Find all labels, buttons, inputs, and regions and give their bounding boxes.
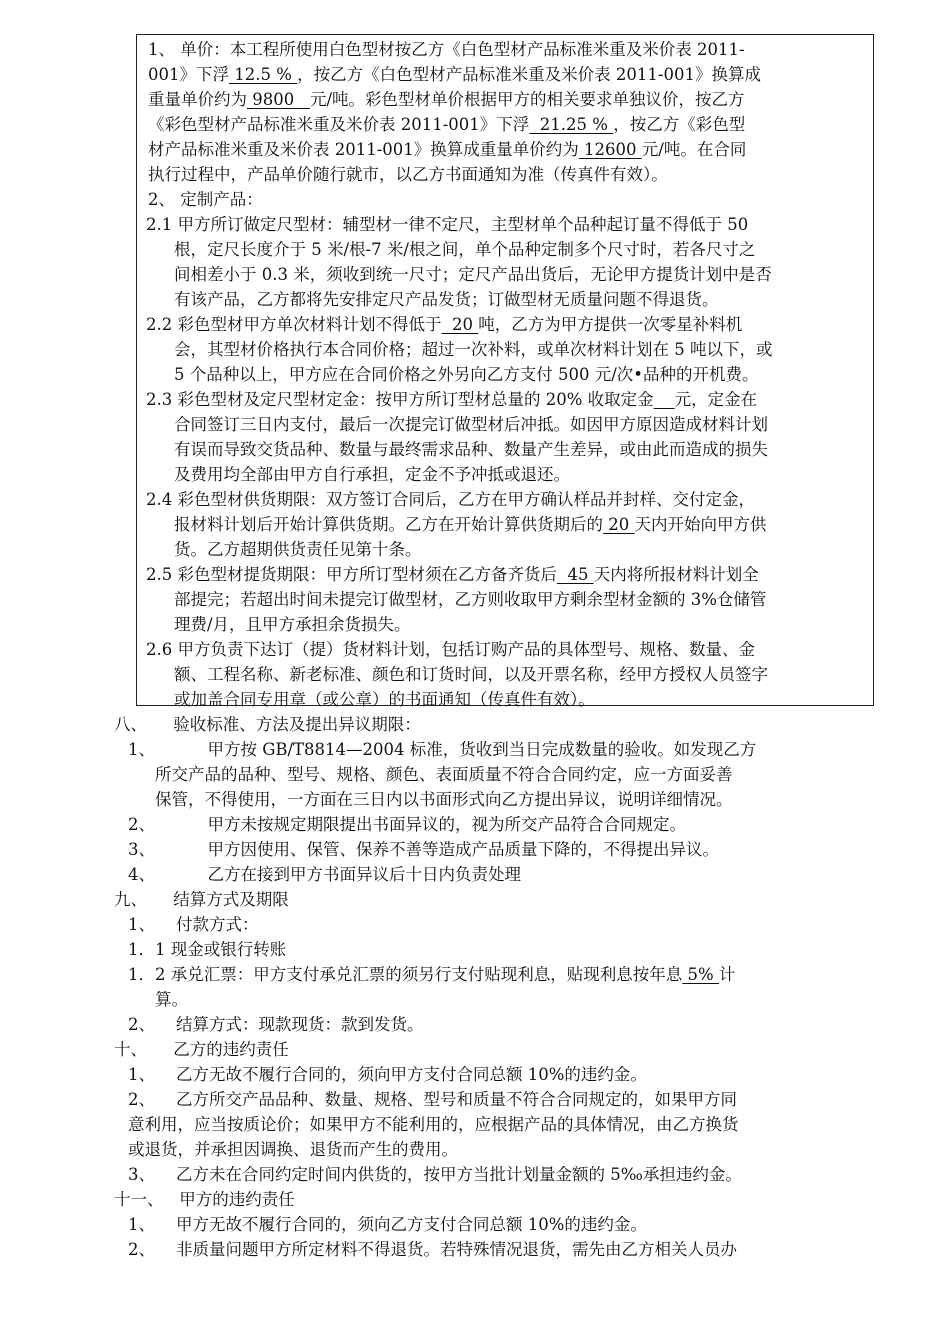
clause-2-3-line2: 合同签订三日内支付，最后一次提完订做型材后冲抵。如因甲方原因造成材料计划 bbox=[174, 415, 768, 434]
clause-2-4-line3: 货。乙方超期供货责任见第十条。 bbox=[174, 540, 422, 559]
clause-custom-products-title: 2、 定制产品： bbox=[148, 190, 263, 209]
section-10-item2-line2: 意利用，应当按质论价；如果甲方不能利用的，应根据产品的具体情况，由乙方换货 bbox=[128, 1115, 739, 1134]
clause-2-4-line1: 2.4 彩色型材供货期限：双方签订合同后，乙方在甲方确认样品并封样、交付定金， bbox=[146, 490, 755, 509]
section-9-item2: 2、 结算方式：现款现货：款到发货。 bbox=[128, 1015, 424, 1034]
clause-2-1-line4: 有该产品，乙方都将先安排定尺产品发货；订做型材无质量问题不得退货。 bbox=[174, 290, 719, 309]
clause-unit-price-line5: 材产品标准米重及米价表 2011-001》换算成重量单价约为 12600 元/吨。在合同 bbox=[148, 140, 747, 159]
color-unit-price-value: 12600 bbox=[578, 140, 642, 159]
section-10-item3: 3、 乙方未在合同约定时间内供货的，按甲方当批计划量金额的 5‰承担违约金。 bbox=[128, 1165, 742, 1184]
section-9-item1-2-line1: 1．2 承兑汇票：甲方支付承兑汇票的须另行支付贴现利息，贴现利息按年息 5% 计 bbox=[128, 965, 736, 984]
clause-unit-price-line3: 重量单价约为 9800 元/吨。彩色型材单价根据甲方的相关要求单独议价，按乙方 bbox=[148, 90, 745, 109]
clause-2-3-line4: 及费用均全部由甲方自行承担，定金不予冲抵或退还。 bbox=[174, 465, 570, 484]
section-9-heading: 九、 结算方式及期限 bbox=[114, 890, 289, 909]
clause-2-2-line3: 5 个品种以上，甲方应在合同价格之外另向乙方支付 500 元/次•品种的开机费。 bbox=[174, 365, 759, 384]
section-8-item4: 4、 乙方在接到甲方书面异议后十日内负责处理 bbox=[128, 865, 521, 884]
clause-2-4-line2: 报材料计划后开始计算供货期。乙方在开始计算供货期后的 20 天内开始向甲方供 bbox=[174, 515, 767, 534]
section-9-item1-2-line2: 算。 bbox=[155, 990, 188, 1009]
clause-2-2-line2: 会，其型材价格执行本合同价格；超过一次补料，或单次材料计划在 5 吨以下，或 bbox=[174, 340, 773, 359]
clause-unit-price-line2: 001》下浮 12.5 % ，按乙方《白色型材产品标准米重及米价表 2011-001》换算成 bbox=[148, 65, 761, 84]
section-8-item1-line3: 保管，不得使用，一方面在三日内以书面形式向乙方提出异议，说明详细情况。 bbox=[155, 790, 733, 809]
clause-2-2-line1: 2.2 彩色型材甲方单次材料计划不得低于 20 吨，乙方为甲方提供一次零星补料机 bbox=[146, 315, 743, 334]
section-10-item2-line1: 2、 乙方所交产品品种、数量、规格、型号和质量不符合合同规定的，如果甲方同 bbox=[128, 1090, 737, 1109]
section-11-item2: 2、 非质量问题甲方所定材料不得退货。若特殊情况退货，需先由乙方相关人员办 bbox=[128, 1240, 737, 1259]
section-8-heading: 八、 验收标准、方法及提出异议期限： bbox=[114, 715, 421, 734]
section-11-item1: 1、 甲方无故不履行合同的，须向乙方支付合同总额 10%的违约金。 bbox=[128, 1215, 647, 1234]
deposit-amount-blank bbox=[654, 390, 675, 409]
clause-unit-price-line6: 执行过程中，产品单价随行就市，以乙方书面通知为准（传真件有效）。 bbox=[148, 165, 668, 184]
section-8-item2: 2、 甲方未按规定期限提出书面异议的，视为所交产品符合合同规定。 bbox=[128, 815, 686, 834]
clause-2-1-line3: 间相差小于 0.3 米，须收到统一尺寸；定尺产品出货后，无论甲方提货计划中是否 bbox=[174, 265, 772, 284]
section-11-heading: 十一、 甲方的违约责任 bbox=[114, 1190, 295, 1209]
clause-2-5-line2: 部提完；若超出时间未提完订做型材，乙方则收取甲方剩余型材金额的 3%仓储管 bbox=[174, 590, 767, 609]
discount-rate-value: 5% bbox=[682, 965, 719, 984]
color-discount-value: 21.25 % bbox=[529, 115, 614, 134]
clause-2-3-line3: 有误而导致交货品种、数量与最终需求品种、数量产生差异，或由此而造成的损失 bbox=[174, 440, 768, 459]
white-discount-value: 12.5 % bbox=[229, 65, 298, 84]
clause-2-5-line3: 理费/月，且甲方承担余货损失。 bbox=[174, 615, 411, 634]
min-plan-tons-value: 20 bbox=[441, 315, 479, 334]
section-10-heading: 十、 乙方的违约责任 bbox=[114, 1040, 289, 1059]
white-unit-price-value: 9800 bbox=[247, 90, 310, 109]
clause-2-6-line3: 或加盖合同专用章（或公章）的书面通知（传真件有效）。 bbox=[174, 690, 595, 709]
section-8-item3: 3、 甲方因使用、保管、保养不善等造成产品质量下降的，不得提出异议。 bbox=[128, 840, 719, 859]
clause-2-1-line2: 根，定尺长度介于 5 米/根-7 米/根之间，单个品种定制多个尺寸时，若各尺寸之 bbox=[174, 240, 756, 259]
clause-2-6-line2: 额、工程名称、新老标准、颜色和订货时间，以及开票名称，经甲方授权人员签字 bbox=[174, 665, 768, 684]
pickup-days-value: 45 bbox=[557, 565, 594, 584]
section-9-item1-1: 1．1 现金或银行转账 bbox=[128, 940, 287, 959]
clause-2-1-line1: 2.1 甲方所订做定尺型材：辅型材一律不定尺，主型材单个品种起订量不得低于 50 bbox=[146, 215, 749, 234]
clause-unit-price-line1: 1、 单价：本工程所使用白色型材按乙方《白色型材产品标准米重及米价表 2011- bbox=[148, 40, 745, 59]
supply-days-value: 20 bbox=[603, 515, 635, 534]
clause-2-3-line1: 2.3 彩色型材及定尺型材定金：按甲方所订型材总量的 20% 收取定金 元，定金在 bbox=[146, 390, 758, 409]
clause-2-6-line1: 2.6 甲方负责下达订（提）货材料计划，包括订购产品的具体型号、规格、数量、金 bbox=[146, 640, 755, 659]
section-8-item1-line1: 1、 甲方按 GB/T8814—2004 标准，货收到当日完成数量的验收。如发现乙方 bbox=[128, 740, 757, 759]
clause-unit-price-line4: 《彩色型材产品标准米重及米价表 2011-001》下浮 21.25 % ，按乙方《彩色型 bbox=[148, 115, 746, 134]
section-10-item1: 1、 乙方无故不履行合同的，须向甲方支付合同总额 10%的违约金。 bbox=[128, 1065, 647, 1084]
section-9-item1: 1、 付款方式： bbox=[128, 915, 259, 934]
section-10-item2-line3: 或退货，并承担因调换、退货而产生的费用。 bbox=[128, 1140, 458, 1159]
clause-2-5-line1: 2.5 彩色型材提货期限：甲方所订型材须在乙方备齐货后 45 天内将所报材料计划全 bbox=[146, 565, 759, 584]
section-8-item1-line2: 所交产品的品种、型号、规格、颜色、表面质量不符合合同约定，应一方面妥善 bbox=[155, 765, 733, 784]
